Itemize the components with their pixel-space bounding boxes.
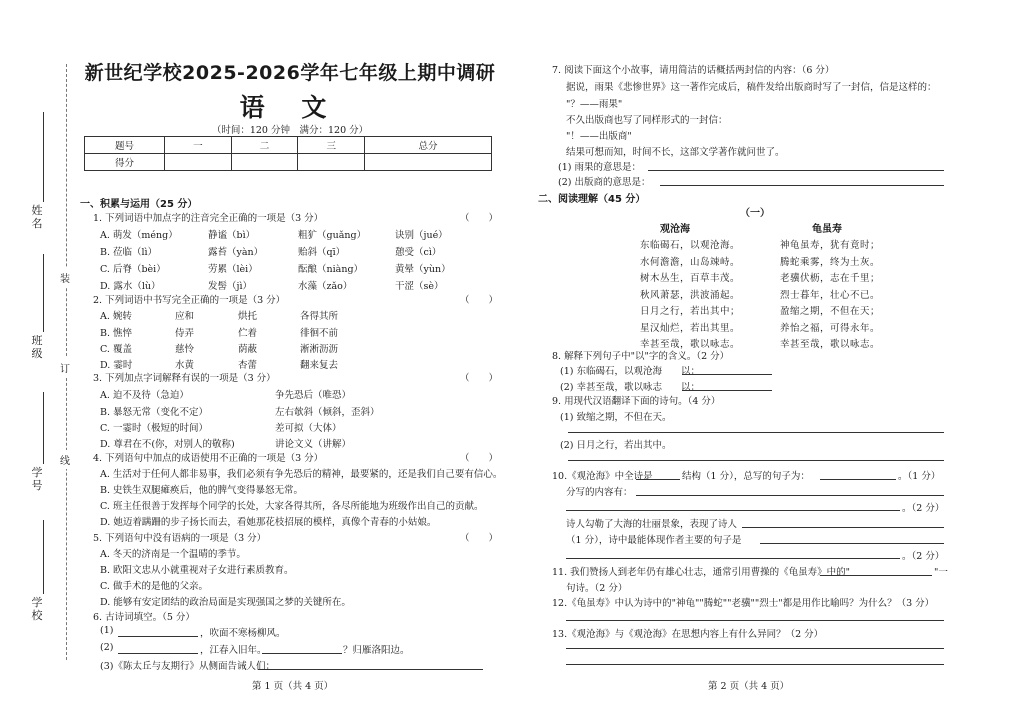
q12-answer-line[interactable] bbox=[566, 620, 944, 621]
score-head-cell: 题号 bbox=[85, 137, 165, 154]
q10-text: 诗人勾勒了大海的壮丽景象，表现了诗人 bbox=[566, 519, 738, 530]
binding-char-ding: 订 bbox=[60, 358, 70, 377]
q8-answer-line[interactable] bbox=[682, 374, 772, 375]
q12-stem: 12.《龟虽寿》中认为诗中的"神龟""腾蛇""老骥""烈士"都是用作比喻吗？为什么？（3 分） bbox=[552, 598, 935, 609]
q2-word: 侍弄 bbox=[175, 328, 195, 339]
q10-text: 10.《观沧海》中全诗是 bbox=[552, 471, 653, 482]
q13-stem: 13.《观沧海》与《观沧海》在思想内容上有什么异同？（2 分） bbox=[552, 629, 824, 640]
q2-word: 伫着 bbox=[238, 328, 258, 339]
q8-item: (2) 幸甚至哉，歌以咏志 以： bbox=[560, 382, 700, 393]
score-head-cell: 总分 bbox=[365, 137, 492, 154]
section2-sub: （一） bbox=[740, 208, 770, 219]
subject-title: 语 文 bbox=[239, 93, 341, 122]
q7-paragraph: "！——出版商" bbox=[566, 131, 632, 142]
q11-text: 句诗。（2 分） bbox=[566, 583, 628, 594]
poem1-line: 水何澹澹，山岛竦峙。 bbox=[640, 257, 741, 268]
q2-word: 各得其所 bbox=[300, 311, 339, 322]
score-input-cell[interactable] bbox=[165, 154, 232, 171]
q6-line2-end: ？归雁洛阳边。 bbox=[343, 645, 410, 656]
q3-option: 讲论文义（讲解） bbox=[275, 439, 352, 450]
q2-word: 翻来复去 bbox=[300, 360, 339, 371]
q2-word: 淅淅沥沥 bbox=[300, 344, 339, 355]
q11-text: "一 bbox=[934, 567, 948, 578]
q13-answer-line[interactable] bbox=[566, 648, 944, 649]
q7-stem: 7. 阅读下面这个小故事，请用简洁的话概括两封信的内容：（6 分） bbox=[552, 65, 835, 76]
poem2-line: 神龟虽寿，犹有竟时； bbox=[780, 240, 881, 251]
school-line bbox=[43, 520, 44, 594]
q1-word: 憩受（cì） bbox=[395, 247, 442, 258]
q2-word: 荫蔽 bbox=[238, 344, 258, 355]
q6-blank[interactable] bbox=[262, 653, 342, 654]
q4-option: C. 班主任很善于发挥每个同学的长处，大家各得其所，各尽所能地为班级作出自己的贡献。 bbox=[100, 501, 484, 512]
q7-answer-line[interactable] bbox=[648, 170, 944, 171]
poem2-title: 龟虽寿 bbox=[812, 224, 842, 235]
q6-line2-text: ，江春入旧年。 bbox=[200, 645, 267, 656]
q9-answer-line[interactable] bbox=[568, 460, 944, 461]
q1-word: 干涩（sè） bbox=[395, 281, 444, 292]
q1-word: 静谧（bì） bbox=[208, 230, 256, 241]
q2-word: 应和 bbox=[175, 311, 195, 322]
q10-blank[interactable] bbox=[760, 543, 944, 544]
poem1-line: 幸甚至哉，歌以咏志。 bbox=[640, 339, 741, 350]
poem1-line: 树木丛生，百草丰茂。 bbox=[640, 273, 741, 284]
poem2-line: 腾蛇乘雾，终为土灰。 bbox=[780, 257, 881, 268]
q4-option: D. 她迈着蹒跚的步子扬长而去，看她那花枝招展的模样，真像个青春的小姑娘。 bbox=[100, 517, 437, 528]
q5-option: B. 欧阳文忠从小就重视对子女进行素质教育。 bbox=[100, 565, 294, 576]
label-school: 学校 bbox=[31, 596, 43, 622]
q9-item: (2) 日月之行，若出其中。 bbox=[560, 440, 672, 451]
q5-option: A. 冬天的济南是一个温晴的季节。 bbox=[100, 549, 246, 560]
q1-word: 粗犷（guǎng） bbox=[298, 230, 367, 241]
poem2-line: 烈士暮年，壮心不已。 bbox=[780, 290, 881, 301]
binding-char-zhuang: 装 bbox=[60, 268, 70, 287]
q5-answer-paren[interactable]: （ ） bbox=[460, 533, 499, 544]
q8-item: (1) 东临碣石，以观沧海 以： bbox=[560, 366, 700, 377]
student-id-line bbox=[43, 392, 44, 464]
class-line bbox=[43, 254, 44, 332]
q6-line2-prefix: (2) bbox=[100, 642, 114, 653]
q11-blank[interactable] bbox=[820, 575, 932, 576]
q4-option: A. 生活对于任何人都非易事，我们必须有争先恐后的精神，最要紧的，还是我们自己要有信心。 bbox=[100, 469, 503, 480]
q13-answer-line[interactable] bbox=[566, 664, 944, 665]
q2-option: D. 霎时 bbox=[100, 360, 133, 371]
q2-word: 水黄 bbox=[175, 360, 195, 371]
q2-option: A. 婉转 bbox=[100, 311, 132, 322]
q4-option: B. 史铁生双腿瘫痪后，他的脾气变得暴怒无常。 bbox=[100, 485, 304, 496]
q10-blank[interactable] bbox=[820, 479, 896, 480]
poem2-line: 养怡之福，可得永年。 bbox=[780, 323, 881, 334]
section1-heading: 一、积累与运用（25 分） bbox=[80, 199, 198, 210]
q5-option: C. 做手术的是他的父亲。 bbox=[100, 581, 208, 592]
q11-text: 11. 我们赞扬人到老年仍有雄心壮志，通常引用曹操的《龟虽寿》中的" bbox=[552, 567, 850, 578]
q1-word: 贻斜（qī） bbox=[298, 247, 346, 258]
section2-heading: 二、阅读理解（45 分） bbox=[538, 194, 646, 205]
q10-text: （1 分），诗中最能体现作者主要的句子是 bbox=[566, 535, 742, 546]
q1-word: 水藻（zǎo） bbox=[298, 281, 353, 292]
label-class: 班级 bbox=[31, 334, 43, 360]
q3-option: B. 暴怒无常（变化不定） bbox=[100, 407, 209, 418]
q7-answer-label: (2) 出版商的意思是： bbox=[558, 177, 651, 188]
q7-paragraph: "？——雨果" bbox=[566, 99, 623, 110]
q10-text: 结构（1 分），总写的句子为： bbox=[682, 471, 810, 482]
q6-stem: 6. 古诗词填空。（5 分） bbox=[93, 612, 195, 623]
q10-text: 。（1 分） bbox=[898, 471, 941, 482]
q8-stem: 8. 解释下列句子中"以"字的含义。（2 分） bbox=[552, 351, 730, 362]
q6-blank[interactable] bbox=[118, 653, 198, 654]
q10-text: 分写的内容有： bbox=[566, 487, 633, 498]
binding-char-xian: 线 bbox=[60, 450, 70, 469]
score-input-cell[interactable] bbox=[365, 154, 492, 171]
q1-option: B. 莅临（lì） bbox=[100, 247, 158, 258]
q2-answer-paren[interactable]: （ ） bbox=[460, 295, 499, 306]
score-label-cell: 得分 bbox=[85, 154, 165, 171]
q10-blank[interactable] bbox=[566, 510, 900, 511]
q2-word: 烘托 bbox=[238, 311, 258, 322]
poem1-line: 秋风萧瑟，洪波涌起。 bbox=[640, 290, 741, 301]
q1-word: 露苔（yàn） bbox=[208, 247, 264, 258]
q8-answer-line[interactable] bbox=[682, 390, 772, 391]
poem2-line: 幸甚至哉，歌以咏志。 bbox=[780, 339, 881, 350]
q6-line1-text: ，吹面不寒杨柳风。 bbox=[200, 628, 286, 639]
q3-option: A. 迫不及待（急迫） bbox=[100, 390, 189, 401]
q2-word: 杏蕾 bbox=[238, 360, 258, 371]
q1-word: 诀别（jué） bbox=[395, 230, 448, 241]
q3-stem: 3. 下列加点字词解释有误的一项是（3 分） bbox=[93, 373, 276, 384]
q4-stem: 4. 下列语句中加点的成语使用不正确的一项是（3 分） bbox=[93, 453, 324, 464]
poem1-title: 观沧海 bbox=[660, 224, 690, 235]
q9-stem: 9. 用现代汉语翻译下面的诗句。（4 分） bbox=[552, 396, 721, 407]
q6-line1-prefix: (1) bbox=[100, 625, 114, 636]
q7-answer-label: (1) 雨果的意思是： bbox=[558, 162, 641, 173]
q1-word: 发髻（jì） bbox=[208, 281, 252, 292]
q9-item: (1) 致缩之期，不但在天。 bbox=[560, 412, 672, 423]
poem1-line: 东临碣石，以观沧海。 bbox=[640, 240, 741, 251]
page2-footer: 第 2 页（共 4 页） bbox=[708, 681, 790, 692]
score-input-cell[interactable] bbox=[231, 154, 298, 171]
q3-option: C. 一霎时（极短的时间） bbox=[100, 423, 208, 434]
score-head-cell: 一 bbox=[165, 137, 232, 154]
q10-blank[interactable] bbox=[636, 495, 944, 496]
q2-stem: 2. 下列词语中书写完全正确的一项是（3 分） bbox=[93, 295, 286, 306]
time-info: （时间：120 分钟 满分：120 分） bbox=[211, 125, 369, 136]
q10-text: 。（2 分） bbox=[902, 551, 945, 562]
q5-option: D. 能够有安定团结的政治局面是实现强国之梦的关键所在。 bbox=[100, 597, 351, 608]
q3-option: 差可拟（大体） bbox=[275, 423, 342, 434]
q5-stem: 5. 下列语句中没有语病的一项是（3 分） bbox=[93, 533, 267, 544]
q6-blank[interactable] bbox=[118, 636, 198, 637]
q2-word: 慈怜 bbox=[175, 344, 195, 355]
q4-answer-paren[interactable]: （ ） bbox=[460, 453, 499, 464]
score-head-cell: 二 bbox=[231, 137, 298, 154]
q6-line3-text: (3)《陈太丘与友期行》从侧面告诫人们： bbox=[100, 661, 275, 672]
q1-answer-paren[interactable]: （ ） bbox=[460, 213, 499, 224]
poem2-line: 盈缩之期，不但在天； bbox=[780, 306, 881, 317]
q7-paragraph: 据说，雨果《悲惨世界》这一著作完成后，稿件发给出版商时写了一封信，信是这样的： bbox=[566, 82, 937, 93]
score-head-cell: 三 bbox=[298, 137, 365, 154]
score-input-cell[interactable] bbox=[298, 154, 365, 171]
page1-footer: 第 1 页（共 4 页） bbox=[252, 681, 334, 692]
poem2-line: 老骥伏枥，志在千里； bbox=[780, 273, 881, 284]
q7-answer-line[interactable] bbox=[660, 185, 944, 186]
q2-option: B. 憔悴 bbox=[100, 328, 133, 339]
q1-word: 酝酿（niàng） bbox=[298, 264, 364, 275]
q3-option: 争先恐后（唯恐） bbox=[275, 390, 352, 401]
q3-answer-paren[interactable]: （ ） bbox=[460, 373, 499, 384]
q1-option: D. 露水（lù） bbox=[100, 281, 161, 292]
q1-option: C. 后脊（bèi） bbox=[100, 264, 166, 275]
name-line bbox=[43, 112, 44, 202]
q10-text: 。（2 分） bbox=[902, 503, 945, 514]
poem1-line: 星汉灿烂，若出其里。 bbox=[640, 323, 741, 334]
q3-option: D. 尊君在不(你，对别人的敬称) bbox=[100, 439, 235, 450]
exam-title: 新世纪学校2025-2026学年七年级上期中调研 bbox=[84, 62, 496, 84]
q1-word: 劳累（lèi） bbox=[208, 264, 258, 275]
q7-paragraph: 不久出版商也写了同样形式的一封信： bbox=[566, 115, 728, 126]
q1-word: 黄晕（yùn） bbox=[395, 264, 451, 275]
label-name: 姓名 bbox=[31, 204, 43, 230]
q10-blank[interactable] bbox=[742, 527, 944, 528]
q3-option: 左右欹斜（倾斜，歪斜） bbox=[275, 407, 380, 418]
q10-blank[interactable] bbox=[566, 558, 900, 559]
q2-word: 徘徊不前 bbox=[300, 328, 339, 339]
poem1-line: 日月之行，若出其中； bbox=[640, 306, 741, 317]
q9-answer-line[interactable] bbox=[568, 432, 944, 433]
label-student-id: 学号 bbox=[31, 466, 43, 492]
score-table bbox=[84, 136, 492, 171]
q1-stem: 1. 下列词语中加点字的注音完全正确的一项是（3 分） bbox=[93, 213, 324, 224]
q2-option: C. 覆盖 bbox=[100, 344, 132, 355]
q1-option: A. 萌发（méng） bbox=[100, 230, 178, 241]
q10-blank[interactable] bbox=[636, 479, 680, 480]
q7-paragraph: 结果可想而知，时间不长，这部文学著作就问世了。 bbox=[566, 147, 785, 158]
q6-blank[interactable] bbox=[258, 669, 483, 670]
